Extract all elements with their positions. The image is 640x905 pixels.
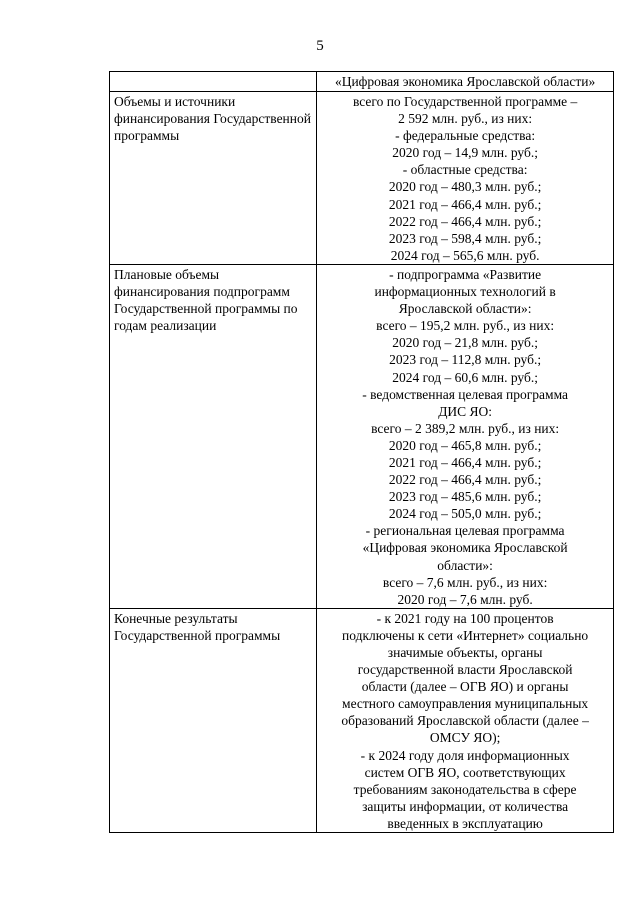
value-line: информационных технологий в — [374, 284, 556, 300]
table-row-funding-sources — [110, 92, 614, 265]
row-label-final-results: Конечные результаты Государственной программы — [114, 610, 281, 643]
table-row-subprogram-funding — [110, 264, 614, 608]
value-line: местного самоуправления муниципальных — [342, 696, 589, 712]
value-line: 2020 год – 480,3 млн. руб.; — [388, 179, 542, 195]
value-line: всего – 195,2 млн. руб., из них: — [376, 318, 555, 334]
header-empty-cell — [110, 72, 317, 92]
row-label-funding-sources: Объемы и источники финансирования Государственной программы — [114, 94, 311, 144]
value-line: 2024 год – 565,6 млн. руб. — [390, 247, 540, 263]
value-line: 2020 год – 21,8 млн. руб.; — [392, 335, 538, 351]
value-line: «Цифровая экономика Ярославской — [362, 540, 568, 556]
value-line: государственной власти Ярославской — [357, 662, 573, 678]
value-line: 2024 год – 505,0 млн. руб.; — [388, 506, 542, 522]
value-line: - федеральные средства: — [395, 128, 536, 144]
value-line: защиты информации, от количества — [362, 798, 569, 814]
row-label-subprogram-funding: Плановые объемы финансирования подпрограмм Государственной программы по годам реализации — [114, 266, 298, 334]
value-line: 2024 год – 60,6 млн. руб.; — [392, 369, 538, 385]
value-line: требованиям законодательства в сфере — [353, 781, 577, 797]
row-value-subprogram-funding — [317, 264, 614, 608]
value-line: области»: — [437, 557, 493, 573]
value-line: Ярославской области»: — [398, 301, 532, 317]
value-line: - региональная целевая программа — [365, 523, 565, 539]
value-line: значимые объекты, органы — [387, 645, 543, 660]
value-line: 2 592 млн. руб., из них: — [398, 111, 533, 127]
value-line: 2022 год – 466,4 млн. руб.; — [388, 213, 542, 229]
value-line: 2020 год – 14,9 млн. руб.; — [392, 145, 538, 161]
table-row-final-results — [110, 608, 614, 832]
value-line: - областные средства: — [402, 162, 528, 178]
value-line: всего по Государственной программе – — [352, 94, 578, 109]
value-line: 2020 год – 7,6 млн. руб. — [397, 591, 533, 607]
value-line: 2021 год – 466,4 млн. руб.; — [388, 454, 542, 470]
value-line: области (далее – ОГВ ЯО) и органы — [361, 679, 569, 695]
value-line: всего – 2 389,2 млн. руб., из них: — [371, 420, 560, 436]
value-line: - к 2021 году на 100 процентов — [376, 610, 554, 626]
value-line: систем ОГВ ЯО, соответствующих — [364, 764, 566, 780]
row-value-final-results — [317, 608, 614, 832]
value-line: образований Ярославской области (далее – — [341, 713, 589, 729]
value-line: ОМСУ ЯО); — [429, 730, 501, 746]
header-program-title: «Цифровая экономика Ярославской области» — [317, 72, 614, 92]
value-line: 2023 год – 598,4 млн. руб.; — [388, 230, 542, 246]
value-line: 2021 год – 466,4 млн. руб.; — [388, 196, 542, 212]
row-value-funding-sources — [317, 92, 614, 265]
page-number: 5 — [316, 38, 324, 54]
table-header-row — [110, 72, 614, 92]
value-line: 2022 год – 466,4 млн. руб.; — [388, 472, 542, 488]
value-line: - к 2024 году доля информационных — [360, 747, 570, 763]
value-line: - подпрограмма «Развитие — [389, 266, 542, 282]
program-passport-table — [109, 71, 614, 833]
value-line: ДИС ЯО: — [438, 403, 493, 419]
value-line: введенных в эксплуатацию — [387, 815, 543, 831]
value-line: подключены к сети «Интернет» социально — [342, 627, 589, 643]
value-line: - ведомственная целевая программа — [362, 386, 569, 402]
value-line: 2020 год – 465,8 млн. руб.; — [388, 437, 542, 453]
value-line: 2023 год – 112,8 млн. руб.; — [389, 352, 542, 368]
value-line: всего – 7,6 млн. руб., из них: — [382, 574, 548, 590]
value-line: 2023 год – 485,6 млн. руб.; — [388, 489, 542, 505]
